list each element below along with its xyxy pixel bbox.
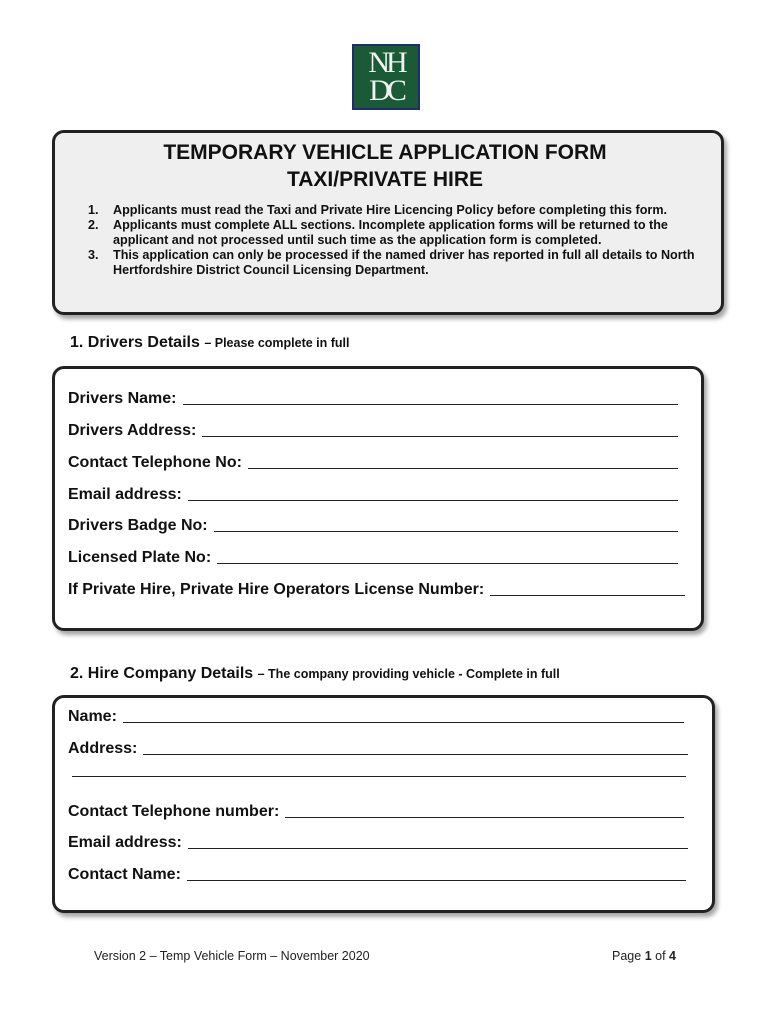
instruction-item bbox=[88, 203, 714, 218]
drivers-badge-field[interactable] bbox=[68, 513, 678, 535]
page-total: 4 bbox=[669, 949, 676, 963]
company-contact-name-field[interactable] bbox=[68, 862, 686, 884]
input-line[interactable] bbox=[217, 562, 678, 564]
drivers-details-heading bbox=[70, 334, 350, 352]
field-label: Contact Telephone No: bbox=[68, 454, 242, 471]
drivers-name-field[interactable] bbox=[68, 386, 678, 408]
input-line[interactable] bbox=[285, 816, 684, 818]
instruction-text: This application can only be processed if the named driver has reported in full all details to North Hertfordshire District Council Licensing Department. bbox=[113, 248, 695, 277]
section-subtitle: – The company providing vehicle - Complete in full bbox=[257, 667, 560, 681]
nhdc-logo bbox=[352, 44, 420, 110]
field-label: Drivers Name: bbox=[68, 390, 177, 407]
input-line[interactable] bbox=[248, 467, 678, 469]
operators-license-field[interactable] bbox=[68, 577, 685, 599]
input-line[interactable] bbox=[188, 847, 688, 849]
section-title: 1. Drivers Details bbox=[70, 334, 200, 351]
field-label: Contact Telephone number: bbox=[68, 803, 280, 820]
company-email-field[interactable] bbox=[68, 830, 688, 852]
input-line[interactable] bbox=[187, 879, 686, 881]
instruction-number: 1. bbox=[88, 203, 99, 217]
section-subtitle: – Please complete in full bbox=[204, 336, 350, 350]
form-title: TEMPORARY VEHICLE APPLICATION FORM bbox=[163, 141, 607, 164]
hire-company-heading bbox=[70, 665, 560, 683]
page-of: of bbox=[655, 949, 666, 963]
page-prefix: Page bbox=[612, 949, 642, 963]
input-line[interactable] bbox=[143, 753, 688, 755]
section-title: 2. Hire Company Details bbox=[70, 665, 254, 682]
input-line[interactable] bbox=[183, 403, 679, 405]
company-address-field[interactable] bbox=[68, 736, 688, 758]
field-label: Name: bbox=[68, 708, 117, 725]
instruction-item bbox=[88, 218, 714, 248]
field-label: If Private Hire, Private Hire Operators License Number: bbox=[68, 581, 485, 598]
field-label: Email address: bbox=[68, 834, 182, 851]
page-current: 1 bbox=[644, 949, 652, 963]
instruction-number: 3. bbox=[88, 248, 99, 262]
email-address-field[interactable] bbox=[68, 482, 678, 504]
instruction-text: Applicants must read the Taxi and Private Hire Licencing Policy before completing this form. bbox=[113, 203, 668, 217]
input-line[interactable] bbox=[188, 499, 678, 501]
company-name-field[interactable] bbox=[68, 704, 684, 726]
field-label: Contact Name: bbox=[68, 866, 181, 883]
input-line[interactable] bbox=[214, 530, 678, 532]
field-label: Drivers Address: bbox=[68, 422, 197, 439]
field-label: Licensed Plate No: bbox=[68, 549, 212, 566]
footer-page-number bbox=[612, 949, 676, 963]
company-telephone-field[interactable] bbox=[68, 799, 684, 821]
field-label: Drivers Badge No: bbox=[68, 517, 208, 534]
instruction-item bbox=[88, 248, 714, 278]
footer-version: Version 2 – Temp Vehicle Form – November 2020 bbox=[94, 949, 370, 963]
form-subtitle: TAXI/PRIVATE HIRE bbox=[286, 168, 483, 191]
field-label: Email address: bbox=[68, 486, 182, 503]
licensed-plate-field[interactable] bbox=[68, 545, 678, 567]
instructions-list bbox=[88, 203, 714, 278]
input-line[interactable] bbox=[490, 594, 685, 596]
instruction-text: Applicants must complete ALL sections. Incomplete application forms will be returned to the applicant and not processed until such time as the application form is completed. bbox=[113, 218, 668, 247]
logo-text-bottom: DC bbox=[369, 74, 403, 107]
input-line[interactable] bbox=[123, 721, 684, 723]
drivers-address-field[interactable] bbox=[68, 418, 678, 440]
instruction-number: 2. bbox=[88, 218, 99, 232]
address-continuation-line[interactable] bbox=[72, 776, 686, 777]
field-label: Address: bbox=[68, 740, 138, 757]
logo-text-top: NH bbox=[368, 46, 404, 79]
input-line[interactable] bbox=[202, 435, 678, 437]
contact-telephone-field[interactable] bbox=[68, 450, 678, 472]
